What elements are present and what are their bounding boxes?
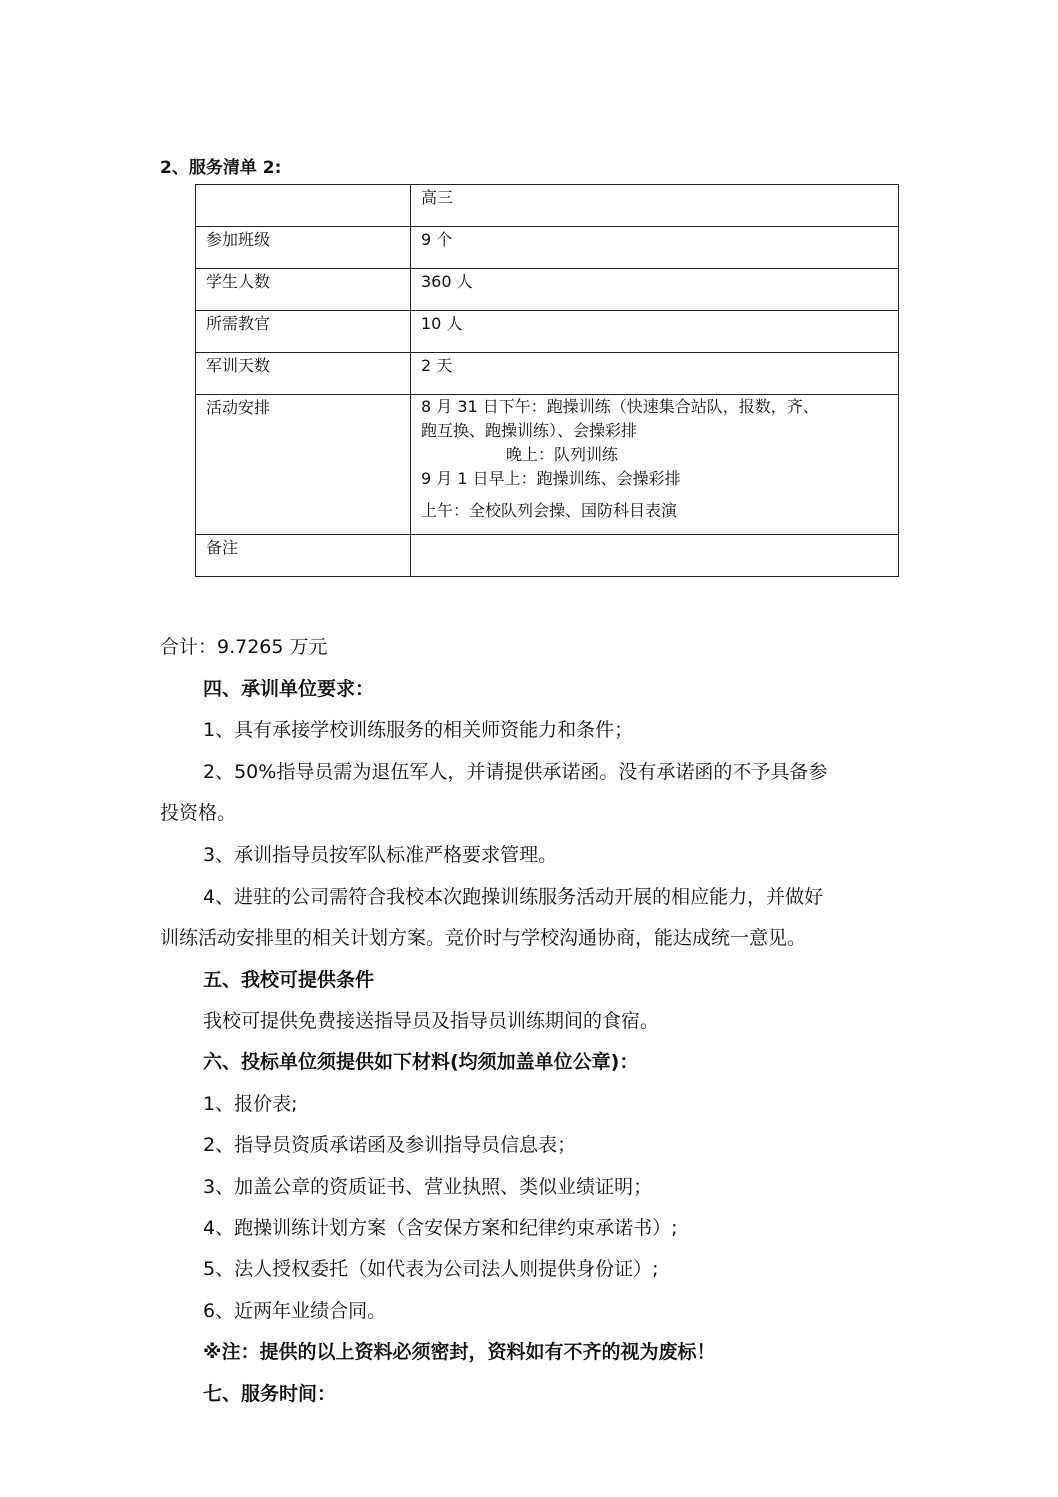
table-row: [196, 395, 899, 535]
table-row: [196, 269, 899, 311]
section-4-item: 4、进驻的公司需符合我校本次跑操训练服务活动开展的相应能力，并做好: [203, 886, 824, 908]
row-label: 所需教官: [196, 311, 411, 353]
section-6-item: 1、报价表;: [203, 1093, 298, 1115]
row-value: 2 天: [411, 353, 899, 395]
remark-label: 备注: [196, 535, 411, 577]
row-label: 军训天数: [196, 353, 411, 395]
activity-cell: [411, 395, 899, 535]
table-row: [196, 353, 899, 395]
total-amount: 合计：9.7265 万元: [160, 636, 328, 658]
section-6-item: 2、指导员资质承诺函及参训指导员信息表；: [203, 1134, 577, 1156]
activity-label: 活动安排: [196, 395, 411, 535]
section-4-item: 2、50%指导员需为退伍军人，并请提供承诺函。没有承诺函的不予具备参: [203, 761, 828, 783]
section-5-text: 我校可提供免费接送指导员及指导员训练期间的食宿。: [203, 1010, 660, 1032]
activity-line: 上午：全校队列会操、国防科目表演: [421, 501, 678, 520]
service-list-title: 2、服务清单 2:: [160, 158, 282, 178]
table-header-label: [196, 185, 411, 227]
section-4-title: 四、承训单位要求：: [203, 678, 375, 700]
row-value: 360 人: [411, 269, 899, 311]
section-4-item: 3、承训指导员按军队标准严格要求管理。: [203, 844, 558, 866]
section-6-item: 5、法人授权委托（如代表为公司法人则提供身份证）;: [203, 1258, 659, 1280]
section-5-title: 五、我校可提供条件: [203, 969, 375, 991]
row-value: 9 个: [411, 227, 899, 269]
remark-value: [411, 535, 899, 577]
activity-line: 晚上：队列训练: [506, 445, 619, 464]
section-4-item: 投资格。: [160, 802, 237, 824]
row-label: 参加班级: [196, 227, 411, 269]
section-6-item: 3、加盖公章的资质证书、营业执照、类似业绩证明；: [203, 1176, 653, 1198]
section-6-title: 六、投标单位须提供如下材料(均须加盖单位公章)：: [203, 1051, 639, 1073]
section-4-item: 1、具有承接学校训练服务的相关师资能力和条件；: [203, 719, 634, 741]
section-6-item: 6、近两年业绩合同。: [203, 1300, 387, 1322]
table-row: [196, 535, 899, 577]
row-label: 学生人数: [196, 269, 411, 311]
table-row: [196, 311, 899, 353]
service-table: [195, 184, 899, 577]
row-value: 10 人: [411, 311, 899, 353]
activity-line: 9 月 1 日早上：跑操训练、会操彩排: [421, 469, 681, 488]
section-7-title: 七、服务时间：: [203, 1383, 337, 1405]
table-row: [196, 227, 899, 269]
section-6-item: 4、跑操训练计划方案（含安保方案和纪律约束承诺书）;: [203, 1217, 678, 1239]
section-4-item: 训练活动安排里的相关计划方案。竞价时与学校沟通协商，能达成统一意见。: [160, 927, 807, 949]
activity-line: 跑互换、跑操训练）、会操彩排: [421, 421, 638, 440]
table-header-value: 高三: [411, 185, 899, 227]
activity-line: 8 月 31 日下午：跑操训练（快速集合站队，报数，齐、: [421, 397, 819, 416]
note-text: ※注：提供的以上资料必须密封，资料如有不齐的视为废标！: [203, 1341, 716, 1363]
table-row: [196, 185, 899, 227]
